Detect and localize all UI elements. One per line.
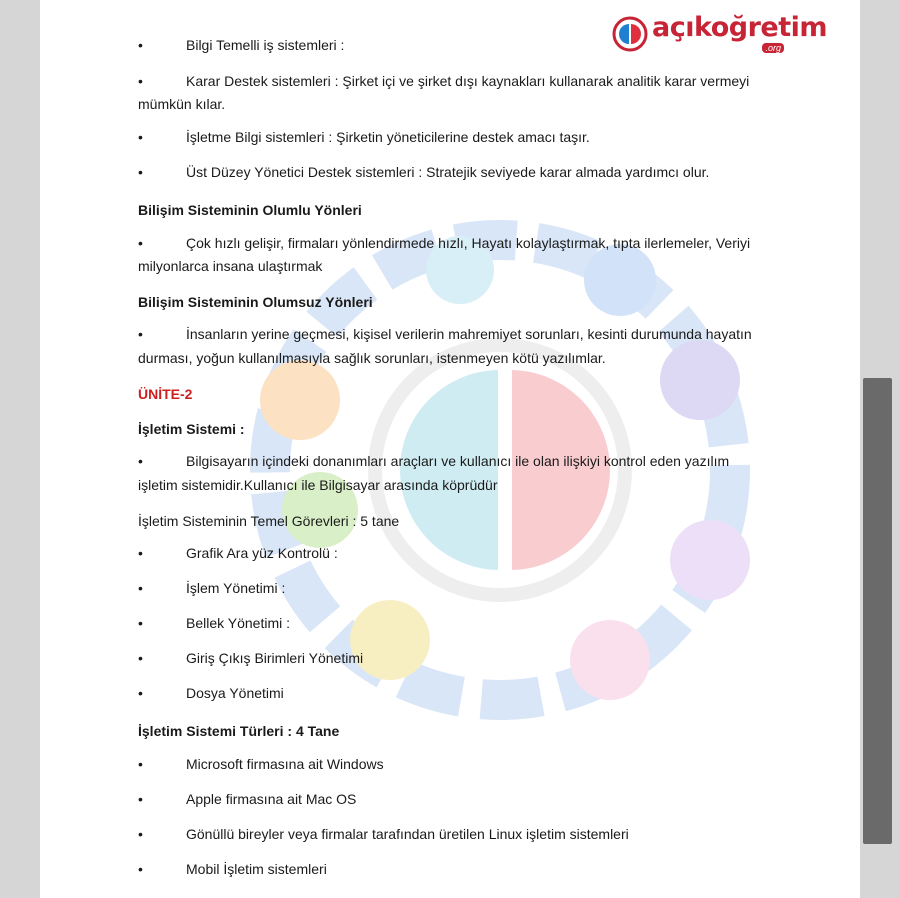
bullet-item-continuation: işletim sistemidir.Kullanıcı ile Bilgisayar arasında köprüdür — [138, 477, 498, 493]
bullet-item: Bilgi Temelli iş sistemleri : — [186, 37, 345, 53]
bullet-marker: • — [138, 615, 143, 631]
bullet-item: Mobil İşletim sistemleri — [186, 861, 327, 877]
bullet-item: Bellek Yönetimi : — [186, 615, 291, 631]
bullet-marker: • — [138, 756, 143, 772]
bullet-item: Karar Destek sistemleri : Şirket içi ve şirket dışı kaynakları kullanarak analitik karar vermeyi — [186, 73, 750, 89]
bullet-marker: • — [138, 37, 143, 53]
bullet-item: Üst Düzey Yönetici Destek sistemleri : Stratejik seviyede karar almada yardımcı olur. — [186, 164, 710, 180]
bullet-item: Çok hızlı gelişir, firmaları yönlendirmede hızlı, Hayatı kolaylaştırmak, tıpta ilerlemeler, Veriyi — [186, 235, 751, 251]
bullet-marker: • — [138, 580, 143, 596]
bullet-marker: • — [138, 326, 143, 342]
bullet-item-continuation: milyonlarca insana ulaştırmak — [138, 258, 323, 274]
bullet-item-continuation: mümkün kılar. — [138, 96, 226, 112]
bullet-marker: • — [138, 453, 143, 469]
bullet-item: Giriş Çıkış Birimleri Yönetimi — [186, 650, 364, 666]
bullet-item: Microsoft firmasına ait Windows — [186, 756, 384, 772]
bullet-marker: • — [138, 545, 143, 561]
section-heading: Bilişim Sisteminin Olumsuz Yönleri — [138, 294, 373, 310]
section-heading: İşletim Sistemi : — [138, 421, 245, 437]
bullet-item: Bilgisayarın içindeki donanımları araçları ve kullanıcı ile olan ilişkiyi kontrol eden yazılım — [186, 453, 730, 469]
bullet-marker: • — [138, 861, 143, 877]
logo-suffix: .org — [762, 43, 784, 53]
bullet-marker: • — [138, 685, 143, 701]
unit-heading: ÜNİTE-2 — [138, 386, 193, 402]
bullet-marker: • — [138, 826, 143, 842]
bullet-item: Apple firmasına ait Mac OS — [186, 791, 357, 807]
bullet-item: Grafik Ara yüz Kontrolü : — [186, 545, 338, 561]
bullet-item: İnsanların yerine geçmesi, kişisel verilerin mahremiyet sorunları, kesinti durumunda hayatın — [186, 326, 752, 342]
scrollbar-thumb[interactable] — [863, 378, 892, 844]
bullet-item: İşletme Bilgi sistemleri : Şirketin yöneticilerine destek amacı taşır. — [186, 129, 590, 145]
bullet-marker: • — [138, 164, 143, 180]
logo-wordmark: açıkoğretim — [652, 12, 828, 43]
section-heading: Bilişim Sisteminin Olumlu Yönleri — [138, 202, 362, 218]
bullet-marker: • — [138, 791, 143, 807]
bullet-item: Gönüllü bireyler veya firmalar tarafından üretilen Linux işletim sistemleri — [186, 826, 629, 842]
bullet-marker: • — [138, 73, 143, 89]
bullet-marker: • — [138, 235, 143, 251]
document-page — [40, 0, 860, 898]
section-heading: İşletim Sistemi Türleri : 4 Tane — [138, 723, 340, 739]
bullet-marker: • — [138, 650, 143, 666]
bullet-item: Dosya Yönetimi — [186, 685, 284, 701]
paragraph: İşletim Sisteminin Temel Görevleri : 5 tane — [138, 513, 400, 529]
bullet-item: İşlem Yönetimi : — [186, 580, 286, 596]
bullet-marker: • — [138, 129, 143, 145]
document-content — [40, 0, 860, 898]
bullet-item-continuation: durması, yoğun kullanılmasıyla sağlık sorunları, istenmeyen kötü yazılımlar. — [138, 350, 606, 366]
